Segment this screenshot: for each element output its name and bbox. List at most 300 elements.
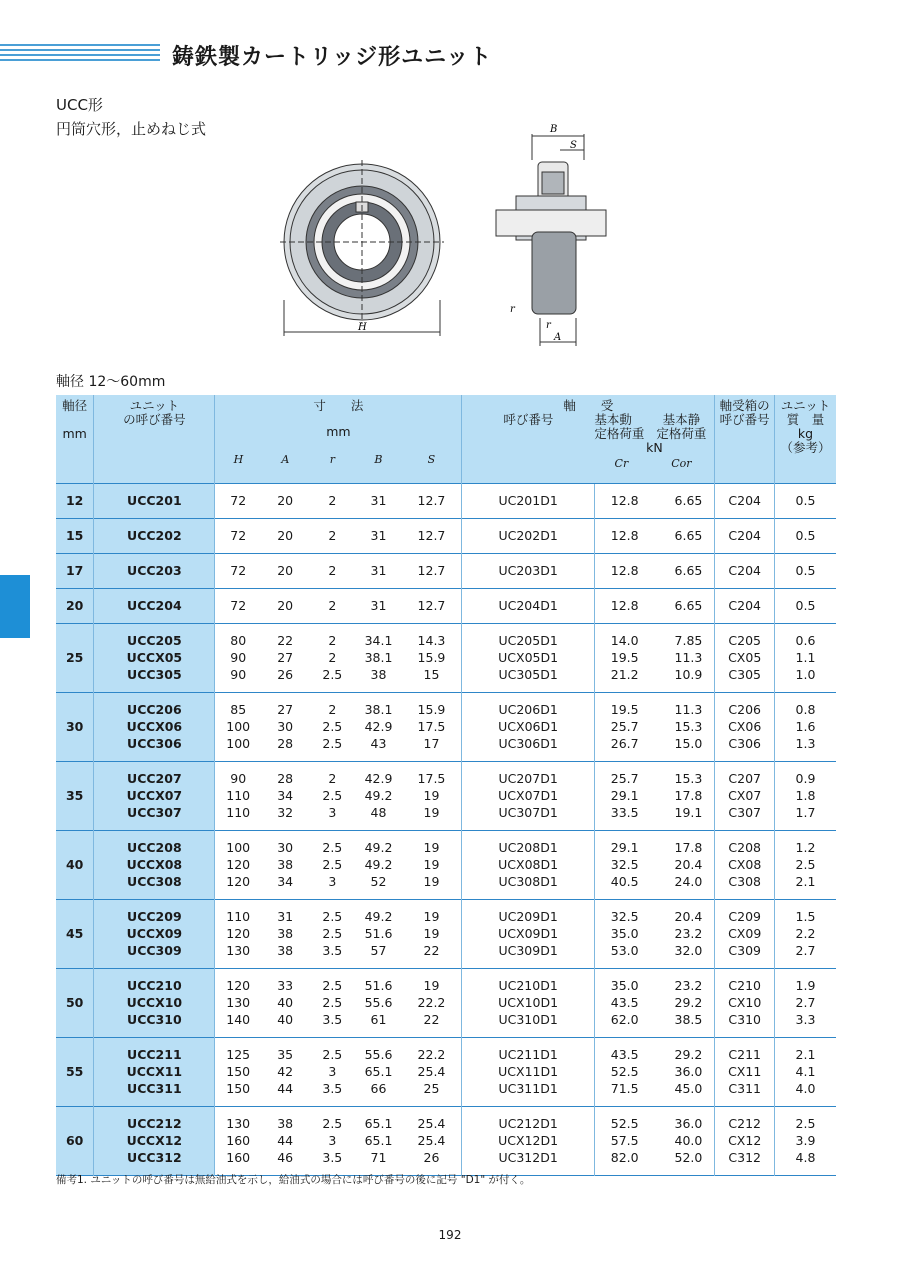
dim-h-value: 72 [230,563,247,578]
bearing-code-value: UC206D1 [498,702,558,717]
cor-value: 23.2 [674,978,703,993]
mass-value: 0.5 [795,598,816,613]
bearing-code-value: UCX09D1 [498,926,559,941]
cr-cell [594,830,648,899]
cor-value: 23.2 [674,926,703,941]
cor-value: 29.2 [674,995,703,1010]
bearing-code-value: UC306D1 [498,736,558,751]
dim-b-value: 61 [370,1012,387,1027]
dim-b-value: 55.6 [364,995,393,1010]
header-dynamic-2: 定格荷重 [594,426,645,441]
dim-h-value: 120 [226,857,251,872]
cr-value: 43.5 [610,1047,639,1062]
unit-code-value: UCC208 [127,840,182,855]
housing-code-cell [715,483,775,518]
bearing-code-value: UC204D1 [498,598,558,613]
cor-cell [649,588,715,623]
cor-value: 52.0 [674,1150,703,1165]
dim-r-value: 2.5 [322,840,343,855]
cor-value: 19.1 [674,805,703,820]
unit-code-value: UCCX11 [126,1064,183,1079]
dim-h-cell [215,553,261,588]
bearing-code-cell [462,588,595,623]
unit-code-cell [94,588,215,623]
unit-code-value: UCCX08 [126,857,183,872]
dim-a-value: 27 [277,702,294,717]
dim-b-value: 57 [370,943,387,958]
unit-code-value: UCC307 [127,805,182,820]
housing-code-value: C305 [728,667,761,682]
housing-code-value: C207 [728,771,761,786]
dim-r-value: 2 [328,563,337,578]
bearing-code-value: UCX08D1 [498,857,559,872]
dim-s-value: 15.9 [417,702,446,717]
bearing-code-value: UC205D1 [498,633,558,648]
cor-value: 15.3 [674,771,703,786]
dim-b-cell [355,623,401,692]
unit-code-cell [94,692,215,761]
unit-code-value: UCC308 [127,874,182,889]
header-dynamic-1: 基本動 [594,412,632,427]
housing-code-value: C210 [728,978,761,993]
dim-r-value: 2.5 [322,788,343,803]
dim-a-value: 38 [277,943,294,958]
unit-code-value: UCC204 [127,598,182,613]
cor-value: 6.65 [674,528,703,543]
dim-b-value: 66 [370,1081,387,1096]
dim-b-value: 34.1 [364,633,393,648]
shaft-dia-cell: 40 [56,830,94,899]
dim-s-value: 25.4 [417,1116,446,1131]
cor-value: 45.0 [674,1081,703,1096]
dim-h-value: 90 [230,771,247,786]
mass-cell [775,830,837,899]
dim-s-value: 15.9 [417,650,446,665]
dim-r-cell [309,968,355,1037]
dim-b-value: 52 [370,874,387,889]
dim-b-value: 31 [370,598,387,613]
dim-s-cell [402,623,462,692]
dim-label-a: A [554,332,562,343]
mass-value: 2.5 [795,1116,816,1131]
unit-code-value: UCC211 [127,1047,182,1062]
cr-value: 21.2 [610,667,639,682]
cor-value: 20.4 [674,909,703,924]
shaft-dia-cell: 35 [56,761,94,830]
dim-h-value: 150 [226,1064,251,1079]
dim-r-value: 2 [328,528,337,543]
cor-value: 20.4 [674,857,703,872]
cr-cell [594,588,648,623]
mass-value: 0.6 [795,633,816,648]
cr-cell [594,692,648,761]
dim-s-value: 22.2 [417,995,446,1010]
cor-value: 6.65 [674,563,703,578]
dim-b-value: 48 [370,805,387,820]
housing-code-value: CX12 [728,1133,762,1148]
dim-a-value: 30 [277,719,294,734]
cr-value: 43.5 [610,995,639,1010]
unit-code-value: UCC207 [127,771,182,786]
dim-h-cell [215,518,261,553]
cr-cell [594,623,648,692]
bearing-code-value: UCX10D1 [498,995,559,1010]
dim-r-cell [309,761,355,830]
mass-cell [775,588,837,623]
bearing-code-value: UC308D1 [498,874,558,889]
dim-a-value: 44 [277,1081,294,1096]
dim-a-cell [261,761,309,830]
cr-value: 26.7 [610,736,639,751]
dim-h-value: 110 [226,788,251,803]
housing-code-value: C310 [728,1012,761,1027]
dim-r-value: 2 [328,493,337,508]
header-unit-code: ユニット の呼び番号 [94,395,215,483]
bearing-code-cell [462,830,595,899]
dim-label-h: H [358,322,367,333]
dim-b-cell [355,761,401,830]
dim-a-value: 28 [277,736,294,751]
unit-code-value: UCC205 [127,633,182,648]
housing-code-cell [715,692,775,761]
dim-h-cell [215,483,261,518]
dim-b-value: 38.1 [364,702,393,717]
dim-b-value: 65.1 [364,1133,393,1148]
dim-a-value: 30 [277,840,294,855]
dim-r-cell [309,1037,355,1106]
cr-cell [594,899,648,968]
dim-a-value: 20 [277,598,294,613]
dim-s-value: 17.5 [417,771,446,786]
dim-a-cell [261,968,309,1037]
shaft-range-label: 軸径 12〜60mm [56,374,166,390]
cor-value: 10.9 [674,667,703,682]
dim-a-value: 38 [277,1116,294,1131]
table-row-group [56,968,836,1037]
dim-h-value: 140 [226,1012,251,1027]
dim-r-value: 3 [328,874,337,889]
cor-value: 32.0 [674,943,703,958]
bearing-code-cell [462,1037,595,1106]
bearing-code-cell [462,553,595,588]
dim-a-cell [261,1106,309,1175]
mass-value: 0.5 [795,493,816,508]
dim-b-value: 43 [370,736,387,751]
dim-label-s: S [570,140,577,151]
dim-s-cell [402,483,462,518]
dim-h-value: 80 [230,633,247,648]
bearing-code-value: UC310D1 [498,1012,558,1027]
bearing-code-cell [462,518,595,553]
cr-value: 40.5 [610,874,639,889]
housing-code-value: C204 [728,528,761,543]
dim-a-value: 28 [277,771,294,786]
dim-s-cell [402,1106,462,1175]
cr-cell [594,483,648,518]
header-dim-s: S [427,453,436,466]
dim-s-value: 12.7 [417,598,446,613]
dim-b-value: 38.1 [364,650,393,665]
table-row-group [56,761,836,830]
dim-r-value: 2.5 [322,926,343,941]
dim-h-value: 72 [230,528,247,543]
dim-b-value: 71 [370,1150,387,1165]
dim-h-value: 160 [226,1133,251,1148]
dim-b-cell [355,968,401,1037]
unit-code-value: UCC201 [127,493,182,508]
cr-value: 19.5 [610,650,639,665]
section-tab-marker [0,575,30,638]
dim-s-value: 22 [423,943,440,958]
cor-value: 24.0 [674,874,703,889]
unit-code-value: UCCX07 [126,788,183,803]
cr-cell [594,518,648,553]
dim-a-value: 42 [277,1064,294,1079]
dim-b-value: 31 [370,563,387,578]
mass-cell [775,553,837,588]
cor-cell [649,899,715,968]
bearing-code-value: UC312D1 [498,1150,558,1165]
cor-cell [649,1106,715,1175]
dim-h-cell [215,968,261,1037]
dim-r-value: 2 [328,650,337,665]
type-description: 円筒穴形，止めねじ式 [56,120,207,138]
dim-h-value: 150 [226,1081,251,1096]
dim-h-value: 100 [226,736,251,751]
bearing-code-cell [462,899,595,968]
cor-value: 17.8 [674,840,703,855]
dim-s-cell [402,588,462,623]
dim-b-value: 49.2 [364,909,393,924]
header-dim-r: r [329,453,335,466]
page-number: 192 [438,1228,462,1242]
mass-cell [775,1037,837,1106]
header-shaft-dia: 軸径 mm [56,395,94,483]
dim-a-value: 35 [277,1047,294,1062]
bearing-code-value: UCX06D1 [498,719,559,734]
unit-code-value: UCC206 [127,702,182,717]
dim-r-value: 2 [328,702,337,717]
mass-value: 2.5 [795,857,816,872]
footnote: 備考1. ユニットの呼び番号は無給油式を示し，給油式の場合には呼び番号の後に記号 "D1" が付く。 [56,1174,531,1186]
unit-code-value: UCC203 [127,563,182,578]
dim-h-cell [215,1037,261,1106]
unit-code-cell [94,553,215,588]
housing-code-cell [715,761,775,830]
mass-value: 4.1 [795,1064,816,1079]
dim-r-value: 3.5 [322,1012,343,1027]
dim-s-cell [402,899,462,968]
mass-cell [775,623,837,692]
dim-b-value: 38 [370,667,387,682]
table-row-group [56,692,836,761]
front-view-drawing [280,160,444,336]
shaft-dia-cell: 25 [56,623,94,692]
dim-h-value: 120 [226,978,251,993]
dim-a-value: 34 [277,874,294,889]
dim-a-value: 27 [277,650,294,665]
dim-s-cell [402,518,462,553]
dim-h-value: 160 [226,1150,251,1165]
cor-cell [649,1037,715,1106]
cr-cell [594,761,648,830]
dim-r-value: 3 [328,805,337,820]
dim-h-value: 90 [230,667,247,682]
cr-cell [594,1037,648,1106]
dim-h-value: 100 [226,719,251,734]
unit-code-value: UCCX12 [126,1133,183,1148]
mass-cell [775,483,837,518]
bearing-code-value: UCX12D1 [498,1133,559,1148]
header-unit-mass: ユニット 質 量 kg （参考） [775,395,837,483]
mass-value: 1.8 [795,788,816,803]
page-title: 鋳鉄製カートリッジ形ユニット [172,45,493,70]
cr-value: 29.1 [610,788,639,803]
cor-cell [649,761,715,830]
dim-r-value: 2.5 [322,909,343,924]
table-row-group [56,1106,836,1175]
unit-code-value: UCCX05 [126,650,183,665]
title-decoration-lines [0,44,160,66]
bearing-code-value: UC201D1 [498,493,558,508]
cr-cell [594,1106,648,1175]
dim-b-cell [355,518,401,553]
dim-b-cell [355,588,401,623]
dim-a-cell [261,518,309,553]
housing-code-cell [715,1106,775,1175]
dim-r-value: 2.5 [322,1047,343,1062]
housing-code-value: C204 [728,493,761,508]
cr-value: 25.7 [610,719,639,734]
dim-b-value: 55.6 [364,1047,393,1062]
dim-r-cell [309,1106,355,1175]
bearing-code-value: UC309D1 [498,943,558,958]
dim-s-value: 22.2 [417,1047,446,1062]
bearing-code-value: UC202D1 [498,528,558,543]
dim-a-cell [261,1037,309,1106]
cr-value: 53.0 [610,943,639,958]
mass-cell [775,1106,837,1175]
dim-s-value: 17 [423,736,440,751]
dim-a-value: 33 [277,978,294,993]
dim-r-value: 3.5 [322,943,343,958]
cr-cell [594,553,648,588]
mass-value: 2.7 [795,943,816,958]
header-dimensions: 寸 法 mm H A r B S [215,395,462,483]
bearing-code-value: UC210D1 [498,978,558,993]
unit-code-value: UCCX10 [126,995,183,1010]
dim-s-value: 19 [423,788,440,803]
housing-code-cell [715,830,775,899]
header-housing-code: 軸受箱の 呼び番号 [715,395,775,483]
header-dim-a: A [281,453,290,466]
dim-r-value: 2.5 [322,978,343,993]
header-load-unit: kN [646,440,663,455]
dim-s-value: 19 [423,926,440,941]
mass-value: 2.2 [795,926,816,941]
housing-code-cell [715,1037,775,1106]
dim-r-value: 2.5 [322,719,343,734]
bearing-code-cell [462,1106,595,1175]
shaft-dia-cell: 12 [56,483,94,518]
unit-code-value: UCC202 [127,528,182,543]
dim-r-value: 2 [328,771,337,786]
dim-b-value: 49.2 [364,857,393,872]
table-row-group [56,518,836,553]
dim-b-value: 51.6 [364,978,393,993]
dim-b-cell [355,1106,401,1175]
cor-value: 15.3 [674,719,703,734]
bearing-drawings [270,120,630,350]
dim-h-cell [215,830,261,899]
dim-b-cell [355,692,401,761]
dim-b-value: 51.6 [364,926,393,941]
dim-a-value: 20 [277,563,294,578]
dim-s-cell [402,1037,462,1106]
dim-b-cell [355,830,401,899]
mass-value: 1.1 [795,650,816,665]
mass-value: 1.0 [795,667,816,682]
cr-value: 62.0 [610,1012,639,1027]
cr-value: 14.0 [610,633,639,648]
mass-value: 1.7 [795,805,816,820]
unit-code-value: UCC312 [127,1150,182,1165]
type-name: UCC形 [56,96,103,114]
dim-s-value: 19 [423,978,440,993]
bearing-code-cell [462,483,595,518]
cr-value: 25.7 [610,771,639,786]
housing-code-cell [715,588,775,623]
unit-code-value: UCC309 [127,943,182,958]
mass-value: 0.5 [795,563,816,578]
table-row-group [56,1037,836,1106]
shaft-dia-cell: 60 [56,1106,94,1175]
dim-r-cell [309,692,355,761]
cor-cell [649,692,715,761]
dim-r-cell [309,553,355,588]
dim-s-value: 12.7 [417,528,446,543]
housing-code-value: C206 [728,702,761,717]
housing-code-cell [715,623,775,692]
dim-r-cell [309,483,355,518]
dim-a-cell [261,692,309,761]
unit-code-value: UCC311 [127,1081,182,1096]
housing-code-value: C204 [728,563,761,578]
dim-a-cell [261,483,309,518]
cor-value: 7.85 [674,633,703,648]
cor-cell [649,623,715,692]
dim-a-value: 26 [277,667,294,682]
dim-b-value: 65.1 [364,1116,393,1131]
dim-s-value: 25.4 [417,1064,446,1079]
cor-cell [649,968,715,1037]
cr-value: 52.5 [610,1116,639,1131]
dim-s-cell [402,553,462,588]
shaft-dia-cell: 17 [56,553,94,588]
bearing-code-value: UCX05D1 [498,650,559,665]
shaft-dia-cell: 20 [56,588,94,623]
housing-code-cell [715,553,775,588]
dim-s-value: 25.4 [417,1133,446,1148]
housing-code-value: C205 [728,633,761,648]
dim-r-value: 2.5 [322,667,343,682]
bearing-code-cell [462,692,595,761]
dim-s-cell [402,830,462,899]
shaft-dia-cell: 45 [56,899,94,968]
dim-a-cell [261,623,309,692]
unit-code-cell [94,899,215,968]
shaft-dia-cell: 30 [56,692,94,761]
